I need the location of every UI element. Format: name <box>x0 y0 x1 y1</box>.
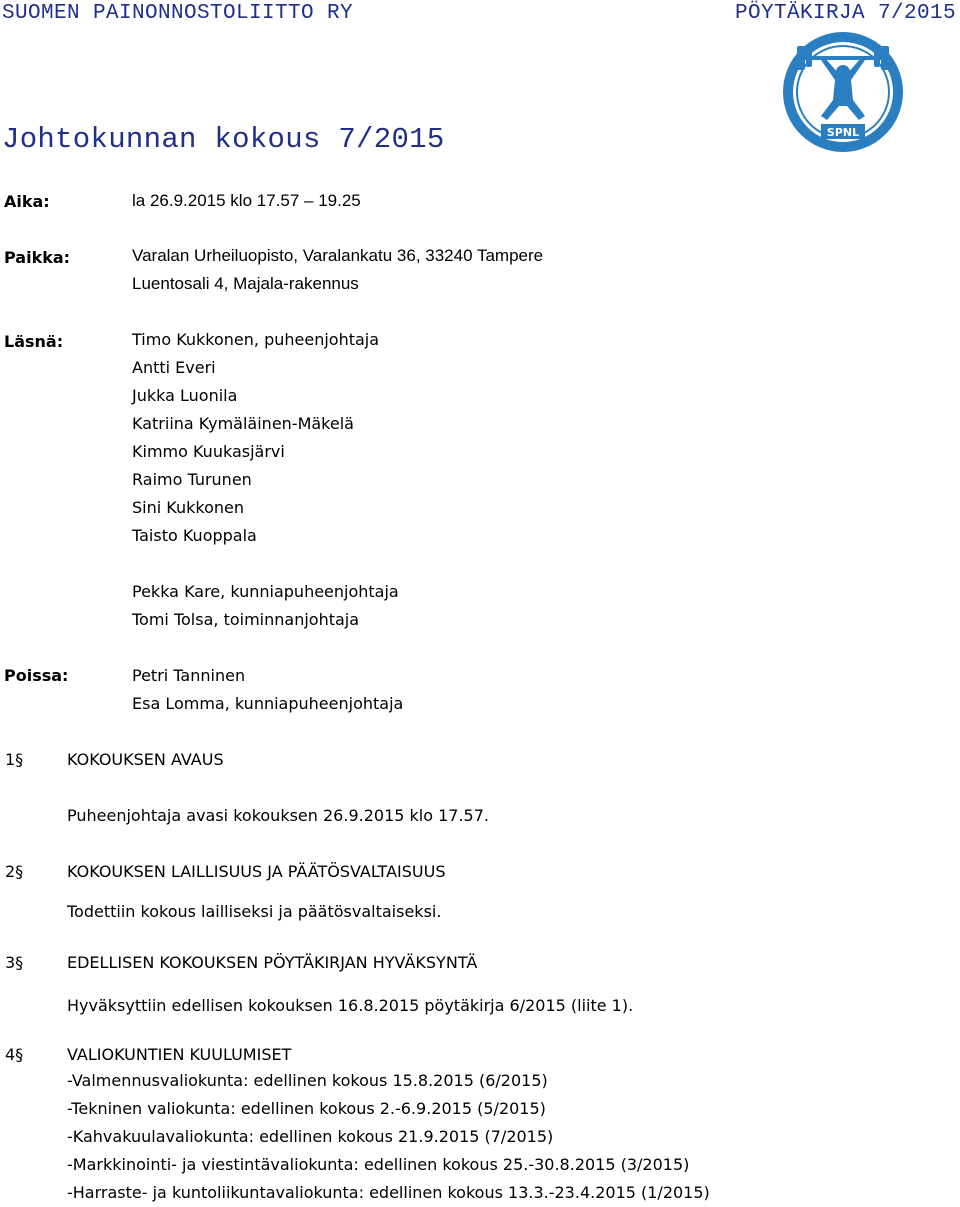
section-text: Hyväksyttiin edellisen kokouksen 16.8.2015 pöytäkirja 6/2015 (liite 1). <box>67 996 634 1015</box>
section-title: EDELLISEN KOKOUKSEN PÖYTÄKIRJAN HYVÄKSYNTÄ <box>67 953 478 972</box>
attendee: Pekka Kare, kunniapuheenjohtaja <box>132 582 399 601</box>
attendee: Taisto Kuoppala <box>132 526 257 545</box>
page-title: Johtokunnan kokous 7/2015 <box>2 123 445 156</box>
attendees-extra-list <box>132 578 399 634</box>
document-reference: PÖYTÄKIRJA 7/2015 <box>734 2 956 25</box>
logo-text: SPNL <box>826 126 860 139</box>
attendee: Kimmo Kuukasjärvi <box>132 442 285 461</box>
attendee: Tomi Tolsa, toiminnanjohtaja <box>132 610 360 629</box>
committee-item: -Markkinointi- ja viestintävaliokunta: edellinen kokous 25.-30.8.2015 (3/2015) <box>67 1155 690 1174</box>
section-body <box>67 992 633 1020</box>
attendees-list <box>132 326 379 550</box>
section-body <box>67 802 489 830</box>
aika-value: la 26.9.2015 klo 17.57 – 19.25 <box>132 191 361 210</box>
section-body <box>67 898 441 926</box>
absentees-list <box>132 662 403 718</box>
attendee: Antti Everi <box>132 358 216 377</box>
committee-item: -Kahvakuulavaliokunta: edellinen kokous 21.9.2015 (7/2015) <box>67 1127 554 1146</box>
committee-item: -Tekninen valiokunta: edellinen kokous 2.-6.9.2015 (5/2015) <box>67 1099 546 1118</box>
absentee: Esa Lomma, kunniapuheenjohtaja <box>132 694 404 713</box>
section-number: 4§ <box>5 1045 24 1064</box>
section-text: Puheenjohtaja avasi kokouksen 26.9.2015 klo 17.57. <box>67 806 489 825</box>
organization-name: SUOMEN PAINONNOSTOLIITTO RY <box>2 2 354 25</box>
section-title: KOKOUKSEN AVAUS <box>67 750 224 769</box>
attendee: Katriina Kymäläinen-Mäkelä <box>132 414 354 433</box>
section-title: KOKOUKSEN LAILLISUUS JA PÄÄTÖSVALTAISUUS <box>67 862 446 881</box>
committee-item: -Valmennusvaliokunta: edellinen kokous 15.8.2015 (6/2015) <box>67 1071 548 1090</box>
section-number: 2§ <box>5 862 24 881</box>
absentee: Petri Tanninen <box>132 666 246 685</box>
poissa-label: Poissa: <box>4 666 69 685</box>
section-text: Todettiin kokous lailliseksi ja päätösvaltaiseksi. <box>67 902 442 921</box>
committee-item: -Harraste- ja kuntoliikuntavaliokunta: edellinen kokous 13.3.-23.4.2015 (1/2015) <box>67 1183 710 1202</box>
attendee: Raimo Turunen <box>132 470 252 489</box>
section-number: 1§ <box>5 750 24 769</box>
paikka-block <box>132 242 543 298</box>
paikka-line: Varalan Urheiluopisto, Varalankatu 36, 33240 Tampere <box>132 246 544 265</box>
aika-label: Aika: <box>4 192 50 211</box>
section-number: 3§ <box>5 953 24 972</box>
attendee: Timo Kukkonen, puheenjohtaja <box>132 330 380 349</box>
section-body <box>67 1067 710 1207</box>
section-title: VALIOKUNTIEN KUULUMISET <box>67 1045 292 1064</box>
attendee: Jukka Luonila <box>132 386 238 405</box>
attendee: Sini Kukkonen <box>132 498 244 517</box>
paikka-label: Paikka: <box>4 248 71 267</box>
paikka-line: Luentosali 4, Majala-rakennus <box>132 274 359 293</box>
lasna-label: Läsnä: <box>4 332 64 351</box>
spnl-logo <box>781 30 905 154</box>
